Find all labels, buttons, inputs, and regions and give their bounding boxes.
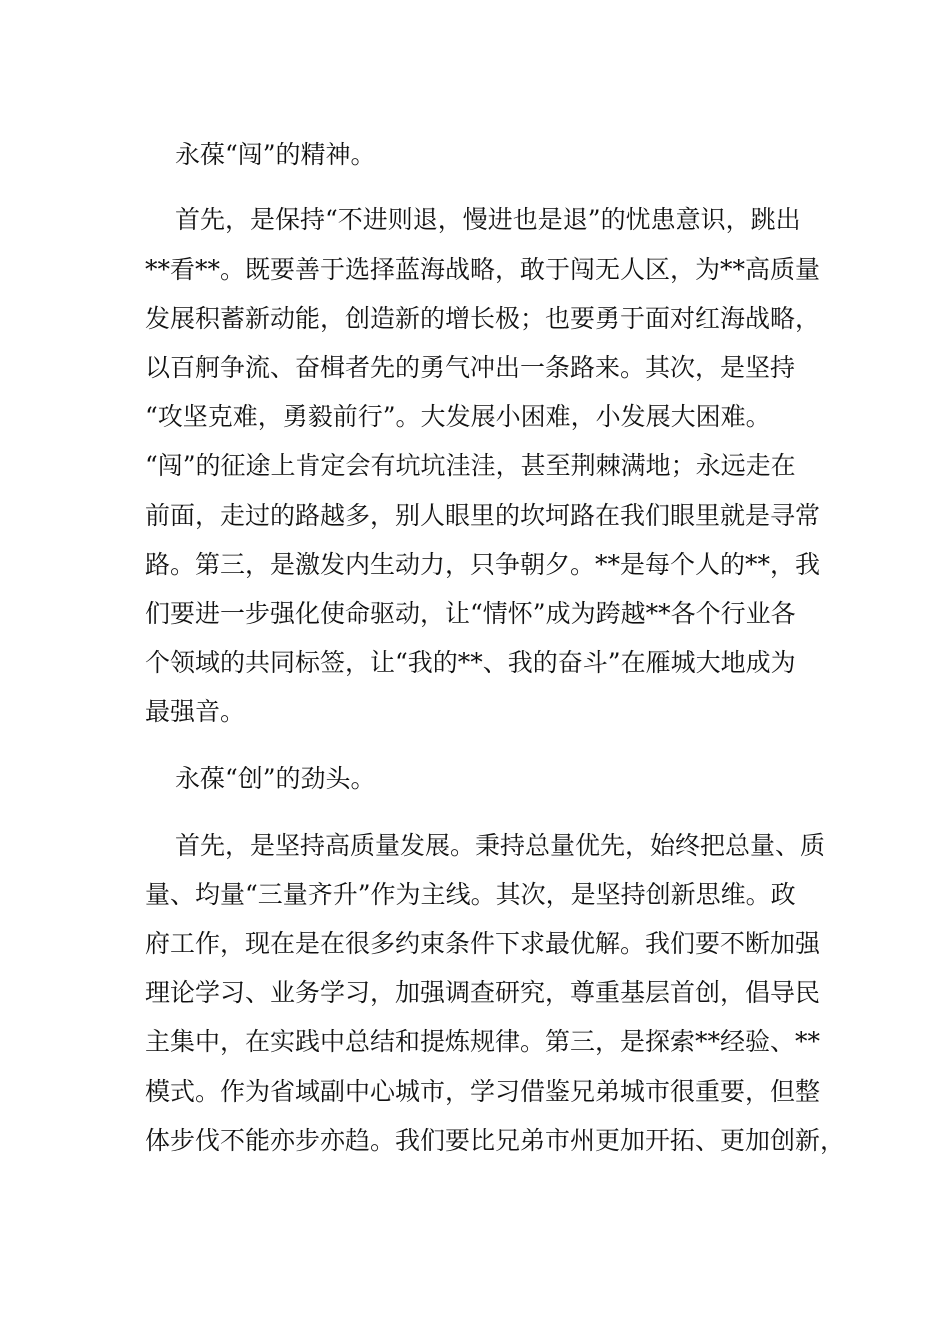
paragraph-line: **看**。既要善于选择蓝海战略，敢于闯无人区，为**高质量 (145, 255, 821, 284)
heading-chuang-spirit: 永葆“闯”的精神。 (175, 140, 376, 169)
paragraph-line: “攻坚克难，勇毅前行”。大发展小困难，小发展大困难。 (145, 402, 771, 431)
paragraph-line: “闯”的征途上肯定会有坑坑洼洼，甚至荆棘满地；永远走在 (145, 451, 796, 480)
paragraph-line: 以百舸争流、奋楫者先的勇气冲出一条路来。其次，是坚持 (145, 353, 796, 382)
paragraph-line: 模式。作为省域副中心城市，学习借鉴兄弟城市很重要，但整 (145, 1077, 821, 1106)
paragraph-line: 府工作，现在是在很多约束条件下求最优解。我们要不断加强 (145, 929, 821, 958)
paragraph-line: 量、均量“三量齐升”作为主线。其次，是坚持创新思维。政 (145, 880, 796, 909)
paragraph-line: 路。第三，是激发内生动力，只争朝夕。**是每个人的**，我 (145, 550, 821, 579)
paragraph-line: 体步伐不能亦步亦趋。我们要比兄弟市州更加开拓、更加创新， (145, 1126, 846, 1155)
paragraph-line: 个领域的共同标签，让“我的**、我的奋斗”在雁城大地成为 (145, 648, 796, 677)
paragraph-line: 理论学习、业务学习，加强调查研究，尊重基层首创，倡导民 (145, 978, 821, 1007)
paragraph-line: 主集中，在实践中总结和提炼规律。第三，是探索**经验、** (145, 1027, 821, 1056)
paragraph-line: 最强音。 (145, 697, 246, 726)
paragraph-line: 发展积蓄新动能，创造新的增长极；也要勇于面对红海战略， (145, 304, 821, 333)
paragraph-line: 前面，走过的路越多，别人眼里的坎坷路在我们眼里就是寻常 (145, 501, 821, 530)
paragraph-line: 们要进一步强化使命驱动，让“情怀”成为跨越**各个行业各 (145, 599, 796, 628)
paragraph-line: 首先，是保持“不进则退，慢进也是退”的忧患意识，跳出 (175, 205, 801, 234)
heading-chuang-drive: 永葆“创”的劲头。 (175, 764, 376, 793)
paragraph-line: 首先，是坚持高质量发展。秉持总量优先，始终把总量、质 (175, 831, 826, 860)
